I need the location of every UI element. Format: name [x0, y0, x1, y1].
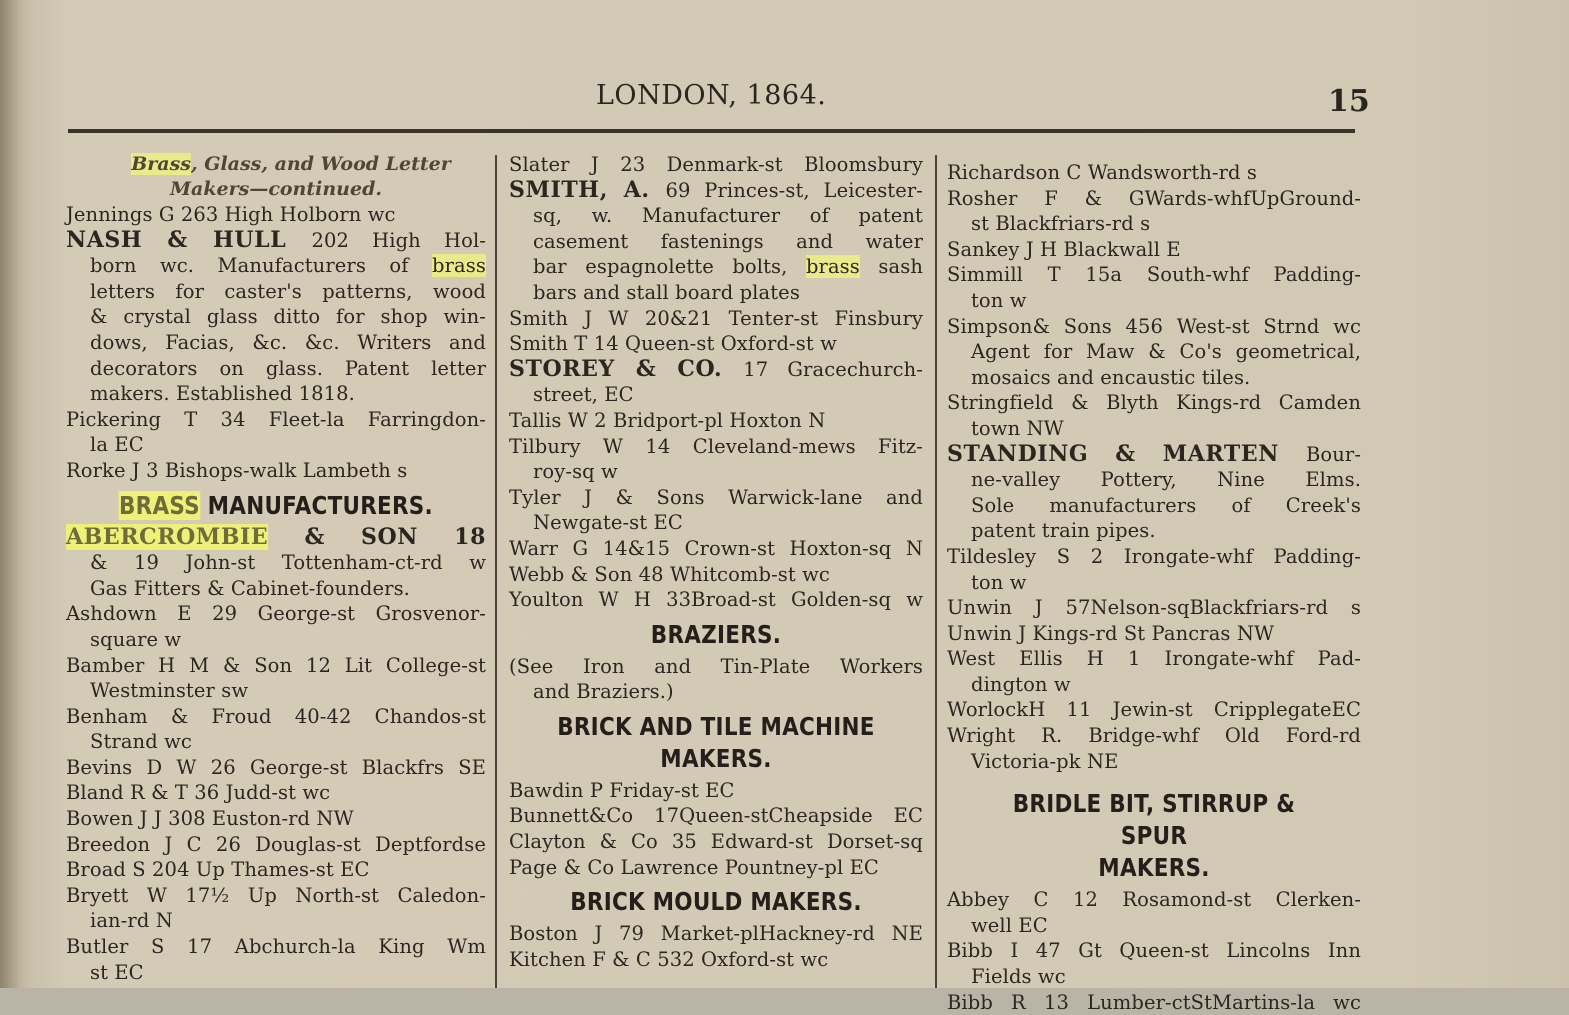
entry: Unwin J Kings-rd St Pancras NW — [947, 621, 1275, 645]
entry: Bryett W 17½ Up North-st Caledon- — [66, 883, 486, 907]
entry-line: Strand wc — [90, 730, 192, 754]
entry: Bibb I 47 Gt Queen-st Lincolns Inn — [947, 939, 1361, 963]
entry: Tildesley S 2 Irongate-whf Padding- — [947, 544, 1361, 568]
section-heading: BRICK MOULD MAKERS. — [570, 887, 862, 917]
entry-line: makers. Established 1818. — [90, 382, 355, 406]
entry: Page & Co Lawrence Pountney-pl EC — [509, 855, 879, 879]
entry: Bland R & T 36 Judd-st wc — [66, 781, 331, 805]
search-highlight: Brass — [131, 153, 191, 175]
entry: Bibb R 13 Lumber-ctStMartins-la wc — [947, 990, 1361, 1014]
search-highlight: brass — [805, 255, 860, 279]
entry-line: bar espagnolette bolts, brass sash — [533, 255, 923, 279]
entry: Butler S 17 Abchurch-la King Wm — [66, 935, 486, 959]
entry: Broad S 204 Up Thames-st EC — [66, 858, 370, 882]
entry: Tyler J & Sons Warwick-lane and — [509, 485, 923, 509]
entry-line: square w — [90, 627, 182, 651]
entry-line: roy-sq w — [533, 460, 618, 484]
entry-line: town NW — [971, 416, 1064, 440]
cross-reference-note-line: and Braziers.) — [533, 680, 674, 704]
entry: Breedon J C 26 Douglas-st Deptfordse — [66, 832, 486, 856]
entry: Benham & Froud 40-42 Chandos-st — [66, 704, 486, 728]
entry-line: ne-valley Pottery, Nine Elms. — [971, 468, 1361, 492]
entry-line: ton w — [971, 570, 1027, 594]
entry-line: letters for caster's patterns, wood — [90, 279, 486, 303]
section-heading: BRAZIERS. — [650, 619, 782, 649]
entry-line: dington w — [971, 672, 1071, 696]
entry: Richardson C Wandsworth-rd s — [947, 161, 1258, 184]
entry: Warr G 14&15 Crown-st Hoxton-sq N — [509, 536, 923, 560]
entry-line: sq, w. Manufacturer of patent — [533, 204, 923, 228]
entry: Tallis W 2 Bridport-pl Hoxton N — [509, 408, 826, 432]
page-number: 15 — [1328, 84, 1370, 119]
entry-line: & 19 John-st Tottenham-ct-rd w — [90, 551, 486, 575]
entry: Stringfield & Blyth Kings-rd Camden — [947, 391, 1361, 415]
entry: Ashdown E 29 George-st Grosvenor- — [66, 602, 486, 626]
entry: Bevins D W 26 George-st Blackfrs SE — [66, 755, 486, 779]
entry-line: ian-rd N — [90, 909, 173, 933]
cross-reference-note: (See Iron and Tin-Plate Workers — [509, 654, 923, 678]
entry: Webb & Son 48 Whitcomb-st wc — [509, 562, 830, 586]
entry: WorlockH 11 Jewin-st CripplegateEC — [947, 698, 1361, 722]
column-1 — [66, 152, 486, 985]
entry-line: dows, Facias, &c. &c. Writers and — [90, 330, 486, 354]
entry-line: well EC — [971, 913, 1048, 937]
header-rule — [68, 129, 1355, 133]
section-heading: BRICK AND TILE MACHINE — [557, 711, 875, 741]
continued-heading: Brass, Glass, and Wood Letter — [131, 153, 451, 175]
entry-line: Victoria-pk NE — [971, 749, 1119, 773]
entry-line: Agent for Maw & Co's geometrical, — [971, 340, 1361, 364]
entry: Jennings G 263 High Holborn wc — [66, 203, 396, 226]
entry: Sankey J H Blackwall E — [947, 237, 1181, 261]
entry-line: Newgate-st EC — [533, 511, 683, 535]
entry: Abbey C 12 Rosamond-st Clerken- — [947, 888, 1361, 912]
entry-line: & crystal glass ditto for shop win- — [90, 305, 486, 329]
entry: Wright R. Bridge-whf Old Ford-rd — [947, 724, 1361, 748]
entry: Boston J 79 Market-plHackney-rd NE — [509, 922, 923, 946]
entry: Pickering T 34 Fleet-la Farringdon- — [66, 407, 486, 431]
entry: West Ellis H 1 Irongate-whf Pad- — [947, 647, 1361, 671]
entry: Rosher F & GWards-whfUpGround- — [947, 186, 1361, 210]
section-heading-line2: MAKERS. — [1098, 853, 1210, 883]
entry-line: la EC — [90, 433, 144, 457]
entry: Tilbury W 14 Cleveland-mews Fitz- — [509, 434, 923, 458]
entry-line: decorators on glass. Patent letter — [90, 356, 486, 380]
entry-line: Fields wc — [971, 965, 1066, 989]
page-gutter-shadow — [0, 0, 18, 988]
entry: Unwin J 57Nelson-sqBlackfriars-rd s — [947, 596, 1361, 620]
entry-line: street, EC — [533, 383, 634, 407]
entry-advert: STANDING & MARTEN Bour- — [947, 440, 1362, 467]
column-2 — [509, 152, 923, 972]
section-heading: BRASS MANUFACTURERS. — [119, 490, 433, 520]
entry-line: casement fastenings and water — [533, 229, 923, 253]
entry: Bunnett&Co 17Queen-stCheapside EC — [509, 804, 923, 828]
entry: Smith J W 20&21 Tenter-st Finsbury — [509, 306, 923, 330]
entry-line: Gas Fitters & Cabinet-founders. — [90, 576, 410, 600]
entry-advert: ABERCROMBIE & SON 18 — [66, 523, 486, 550]
continued-heading-line2: Makers—continued. — [170, 178, 382, 200]
entry-line: born wc. Manufacturers of brass — [90, 254, 486, 278]
column-3 — [947, 160, 1361, 1015]
entry: Simmill T 15a South-whf Padding- — [947, 263, 1361, 287]
entry: Clayton & Co 35 Edward-st Dorset-sq — [509, 830, 923, 854]
entry-line: bars and stall board plates — [533, 280, 800, 304]
entry: Smith T 14 Queen-st Oxford-st w — [509, 332, 837, 356]
entry-advert: NASH & HULL 202 High Hol- — [66, 226, 486, 253]
entry: Bowen J J 308 Euston-rd NW — [66, 807, 354, 831]
entry: Slater J 23 Denmark-st Bloomsbury — [509, 153, 923, 176]
search-highlight: ABERCROMBIE — [66, 523, 269, 550]
entry: Bawdin P Friday-st EC — [509, 778, 735, 802]
entry-line: Westminster sw — [90, 679, 249, 703]
column-divider-2 — [935, 155, 937, 988]
entry: Youlton W H 33Broad-st Golden-sq w — [509, 588, 923, 612]
running-title: LONDON, 1864. — [596, 80, 827, 111]
entry: Simpson& Sons 456 West-st Strnd wc — [947, 314, 1361, 338]
search-highlight: brass — [432, 254, 486, 278]
entry-line: patent train pipes. — [971, 519, 1156, 543]
section-heading-line2: MAKERS. — [660, 743, 772, 773]
section-heading: BRIDLE BIT, STIRRUP & SPUR — [1012, 789, 1296, 851]
entry-advert: SMITH, A. 69 Princes-st, Leicester- — [509, 176, 923, 203]
entry-line: st Blackfriars-rd s — [971, 212, 1151, 236]
entry: Rorke J 3 Bishops-walk Lambeth s — [66, 458, 408, 482]
entry-line: st EC — [90, 960, 144, 984]
entry-line: Sole manufacturers of Creek's — [971, 493, 1361, 517]
entry-line: mosaics and encaustic tiles. — [971, 365, 1251, 389]
entry: Kitchen F & C 532 Oxford-st wc — [509, 947, 829, 971]
search-highlight: BRASS — [119, 490, 200, 520]
entry-advert: STOREY & CO. 17 Gracechurch- — [509, 355, 923, 382]
entry: Bamber H M & Son 12 Lit College-st — [66, 653, 486, 677]
column-divider-1 — [495, 155, 497, 988]
entry-line: ton w — [971, 288, 1027, 312]
